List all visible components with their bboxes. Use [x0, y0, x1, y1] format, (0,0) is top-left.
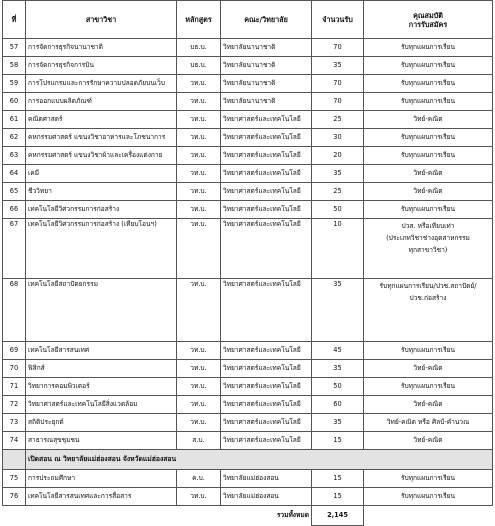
row-faculty: วิทยาศาสตร์และเทคโนโลยี — [221, 396, 312, 414]
row-qualification — [364, 470, 493, 488]
header-curriculum: หลักสูตร — [177, 1, 221, 39]
row-major: ฟิสิกส์ — [26, 360, 177, 378]
row-number: 71 — [3, 378, 26, 396]
qualification-line: รับทุกแผนการเรียน — [400, 205, 456, 213]
row-seats: 60 — [312, 396, 364, 414]
row-faculty: วิทยาลัยแม่ฮ่องสอน — [221, 488, 312, 506]
row-major: วิทยาศาสตร์และเทคโนโลยีสิ่งแวดล้อม — [26, 396, 177, 414]
row-major: การออกแบบผลิตภัณฑ์ — [26, 93, 177, 111]
row-major: การจัดการธุรกิจนานาชาติ — [26, 39, 177, 57]
qualification-line: รับทุกแผนการเรียน/ปวช.สถาปัตย์/ — [379, 282, 477, 290]
row-seats: 70 — [312, 75, 364, 93]
row-seats: 35 — [312, 279, 364, 342]
row-qualification — [364, 360, 493, 378]
header-seats: จำนวนรับ — [312, 1, 364, 39]
row-number: 72 — [3, 396, 26, 414]
row-curriculum: ค.บ. — [177, 470, 221, 488]
row-seats: 10 — [312, 219, 364, 279]
row-qualification — [364, 378, 493, 396]
qualification-line: ปวส. หรือเทียบเท่า — [401, 222, 455, 230]
row-faculty: วิทยาศาสตร์และเทคโนโลยี — [221, 360, 312, 378]
qualification-line: รับทุกแผนการเรียน — [400, 43, 456, 51]
row-curriculum: วท.บ. — [177, 147, 221, 165]
row-qualification — [364, 57, 493, 75]
row-seats: 30 — [312, 129, 364, 147]
row-faculty: วิทยาลัยนานาชาติ — [221, 93, 312, 111]
qualification-line: วิทย์-คณิต หรือ ศิลป์-คำนวณ — [386, 418, 470, 426]
table-row — [3, 342, 493, 360]
row-faculty: วิทยาศาสตร์และเทคโนโลยี — [221, 165, 312, 183]
row-qualification — [364, 129, 493, 147]
row-faculty: วิทยาศาสตร์และเทคโนโลยี — [221, 414, 312, 432]
row-seats: 25 — [312, 183, 364, 201]
row-faculty: วิทยาศาสตร์และเทคโนโลยี — [221, 219, 312, 279]
table-row — [3, 147, 493, 165]
row-major: คหกรรมศาสตร์ แขนงวิชาผ้าและเครื่องแต่งกาย — [26, 147, 177, 165]
row-seats: 35 — [312, 360, 364, 378]
row-seats: 35 — [312, 57, 364, 75]
row-number: 65 — [3, 183, 26, 201]
row-qualification — [364, 165, 493, 183]
row-seats: 20 — [312, 147, 364, 165]
table-row — [3, 129, 493, 147]
row-number: 74 — [3, 432, 26, 450]
table-row — [3, 279, 493, 342]
row-qualification — [364, 201, 493, 219]
row-seats: 35 — [312, 414, 364, 432]
row-seats: 50 — [312, 201, 364, 219]
section-label: เปิดสอน ณ วิทยาลัยแม่ฮ่องสอน จังหวัดแม่ฮ่องสอน — [26, 450, 493, 470]
row-number: 64 — [3, 165, 26, 183]
row-qualification — [364, 432, 493, 450]
section-spacer — [3, 450, 26, 470]
qualification-line: วิทย์-คณิต — [413, 364, 443, 372]
qualification-line: รับทุกแผนการเรียน — [400, 133, 456, 141]
table-body-section — [3, 450, 493, 470]
row-curriculum: วท.บ. — [177, 414, 221, 432]
admissions-table — [2, 0, 493, 526]
total-row — [3, 506, 493, 526]
qualification-line: รับทุกแผนการเรียน — [400, 97, 456, 105]
row-curriculum: วท.บ. — [177, 360, 221, 378]
row-qualification — [364, 396, 493, 414]
table-row — [3, 488, 493, 506]
table-row — [3, 414, 493, 432]
row-number: 58 — [3, 57, 26, 75]
qualification-line: รับทุกแผนการเรียน — [400, 79, 456, 87]
qualification-line: รับทุกแผนการเรียน — [400, 346, 456, 354]
row-major: การจัดการธุรกิจการบิน — [26, 57, 177, 75]
row-curriculum: วท.บ. — [177, 165, 221, 183]
section-row — [3, 450, 493, 470]
row-major: เทคโนโลยีสถาปัตยกรรม — [26, 279, 177, 342]
table-row — [3, 183, 493, 201]
row-qualification — [364, 342, 493, 360]
table-body-total — [3, 506, 493, 526]
row-faculty: วิทยาศาสตร์และเทคโนโลยี — [221, 279, 312, 342]
row-number: 67 — [3, 219, 26, 279]
table-header-row — [3, 1, 493, 39]
row-number: 73 — [3, 414, 26, 432]
row-qualification — [364, 111, 493, 129]
row-qualification — [364, 488, 493, 506]
row-number: 66 — [3, 201, 26, 219]
qualification-line: ปวช.ก่อสร้าง — [409, 294, 447, 302]
row-curriculum: วท.บ. — [177, 75, 221, 93]
row-faculty: วิทยาลัยนานาชาติ — [221, 57, 312, 75]
table-row — [3, 75, 493, 93]
header-faculty: คณะ/วิทยาลัย — [221, 1, 312, 39]
qualification-line: รับทุกแผนการเรียน — [400, 382, 456, 390]
admissions-table-container — [2, 0, 492, 526]
row-curriculum: วท.บ. — [177, 93, 221, 111]
header-qualification — [364, 1, 493, 39]
row-qualification — [364, 219, 493, 279]
row-major: คหกรรมศาสตร์ แขนงวิชาอาหารและโภชนาการ — [26, 129, 177, 147]
row-curriculum: วท.บ. — [177, 129, 221, 147]
qualification-line: รับทุกแผนการเรียน — [400, 151, 456, 159]
row-qualification — [364, 147, 493, 165]
row-seats: 15 — [312, 470, 364, 488]
row-qualification — [364, 183, 493, 201]
qualification-line: รับทุกแผนการเรียน — [400, 492, 456, 500]
total-empty — [364, 506, 493, 526]
row-number: 69 — [3, 342, 26, 360]
row-faculty: วิทยาศาสตร์และเทคโนโลยี — [221, 147, 312, 165]
table-row — [3, 396, 493, 414]
table-row — [3, 360, 493, 378]
row-curriculum: วท.บ. — [177, 183, 221, 201]
row-seats: 45 — [312, 342, 364, 360]
table-row — [3, 201, 493, 219]
row-seats: 50 — [312, 378, 364, 396]
row-major: เทคโนโลยีสารสนเทศและการสื่อสาร — [26, 488, 177, 506]
row-qualification — [364, 414, 493, 432]
header-qualification-line2: การรับสมัคร — [408, 19, 448, 29]
table-row — [3, 57, 493, 75]
table-row — [3, 93, 493, 111]
row-number: 59 — [3, 75, 26, 93]
row-seats: 70 — [312, 93, 364, 111]
qualification-line: ทุกสาขาวิชา) — [408, 246, 448, 254]
qualification-line: รับทุกแผนการเรียน — [400, 474, 456, 482]
row-number: 60 — [3, 93, 26, 111]
row-faculty: วิทยาศาสตร์และเทคโนโลยี — [221, 183, 312, 201]
qualification-line: วิทย์-คณิต — [413, 187, 443, 195]
row-number: 63 — [3, 147, 26, 165]
row-faculty: วิทยาลัยนานาชาติ — [221, 39, 312, 57]
row-seats: 35 — [312, 165, 364, 183]
row-major: สาธารณสุขชุมชน — [26, 432, 177, 450]
table-body-branch — [3, 470, 493, 506]
row-major: เทคโนโลยีวิศวกรรมการก่อสร้าง — [26, 201, 177, 219]
qualification-line: วิทย์-คณิต — [413, 169, 443, 177]
table-body-main — [3, 39, 493, 450]
row-number: 61 — [3, 111, 26, 129]
row-seats: 15 — [312, 432, 364, 450]
total-value: 2,145 — [312, 506, 364, 526]
header-no: ที่ — [3, 1, 26, 39]
row-curriculum: วท.บ. — [177, 396, 221, 414]
qualification-line: วิทย์-คณิต — [413, 436, 443, 444]
row-major: ชีววิทยา — [26, 183, 177, 201]
row-major: การโปรแกรมและการรักษาความปลอดภัยบนเว็บ — [26, 75, 177, 93]
row-major: เคมี — [26, 165, 177, 183]
header-qualification-line1: คุณสมบัติ — [413, 10, 443, 20]
row-faculty: วิทยาศาสตร์และเทคโนโลยี — [221, 342, 312, 360]
row-faculty: วิทยาศาสตร์และเทคโนโลยี — [221, 201, 312, 219]
row-number: 75 — [3, 470, 26, 488]
row-curriculum: วท.บ. — [177, 378, 221, 396]
row-number: 68 — [3, 279, 26, 342]
row-curriculum: บธ.บ. — [177, 39, 221, 57]
qualification-line: วิทย์-คณิต — [413, 400, 443, 408]
table-row — [3, 111, 493, 129]
row-major: สถิติประยุกต์ — [26, 414, 177, 432]
row-faculty: วิทยาศาสตร์และเทคโนโลยี — [221, 129, 312, 147]
qualification-line: (ประเภทวิชาช่างอุตสาหกรรม — [386, 234, 470, 242]
row-faculty: วิทยาศาสตร์และเทคโนโลยี — [221, 378, 312, 396]
row-curriculum: วท.บ. — [177, 342, 221, 360]
table-row — [3, 470, 493, 488]
row-number: 70 — [3, 360, 26, 378]
row-faculty: วิทยาศาสตร์และเทคโนโลยี — [221, 111, 312, 129]
row-curriculum: บธ.บ. — [177, 57, 221, 75]
qualification-line: วิทย์-คณิต — [413, 115, 443, 123]
row-seats: 70 — [312, 39, 364, 57]
row-seats: 15 — [312, 488, 364, 506]
row-number: 62 — [3, 129, 26, 147]
row-major: เทคโนโลยีวิศวกรรมการก่อสร้าง (เทียบโอนฯ) — [26, 219, 177, 279]
header-major: สาขาวิชา — [26, 1, 177, 39]
row-faculty: วิทยาลัยแม่ฮ่องสอน — [221, 470, 312, 488]
qualification-line: รับทุกแผนการเรียน — [400, 61, 456, 69]
row-faculty: วิทยาศาสตร์และเทคโนโลยี — [221, 432, 312, 450]
table-row — [3, 219, 493, 279]
row-major: เทคโนโลยีสารสนเทศ — [26, 342, 177, 360]
table-row — [3, 378, 493, 396]
table-row — [3, 432, 493, 450]
table-row — [3, 165, 493, 183]
row-qualification — [364, 93, 493, 111]
row-faculty: วิทยาลัยนานาชาติ — [221, 75, 312, 93]
row-curriculum: วท.บ. — [177, 111, 221, 129]
row-curriculum: วท.บ. — [177, 488, 221, 506]
row-qualification — [364, 75, 493, 93]
row-curriculum: วท.บ. — [177, 201, 221, 219]
row-major: การประถมศึกษา — [26, 470, 177, 488]
row-curriculum: วท.บ. — [177, 279, 221, 342]
row-number: 57 — [3, 39, 26, 57]
row-curriculum: วท.บ. — [177, 219, 221, 279]
row-qualification — [364, 39, 493, 57]
row-number: 76 — [3, 488, 26, 506]
table-row — [3, 39, 493, 57]
row-seats: 25 — [312, 111, 364, 129]
row-major: วิทยาการคอมพิวเตอร์ — [26, 378, 177, 396]
total-label: รวมทั้งหมด — [276, 511, 309, 520]
row-qualification — [364, 279, 493, 342]
row-curriculum: ส.บ. — [177, 432, 221, 450]
row-major: คณิตศาสตร์ — [26, 111, 177, 129]
